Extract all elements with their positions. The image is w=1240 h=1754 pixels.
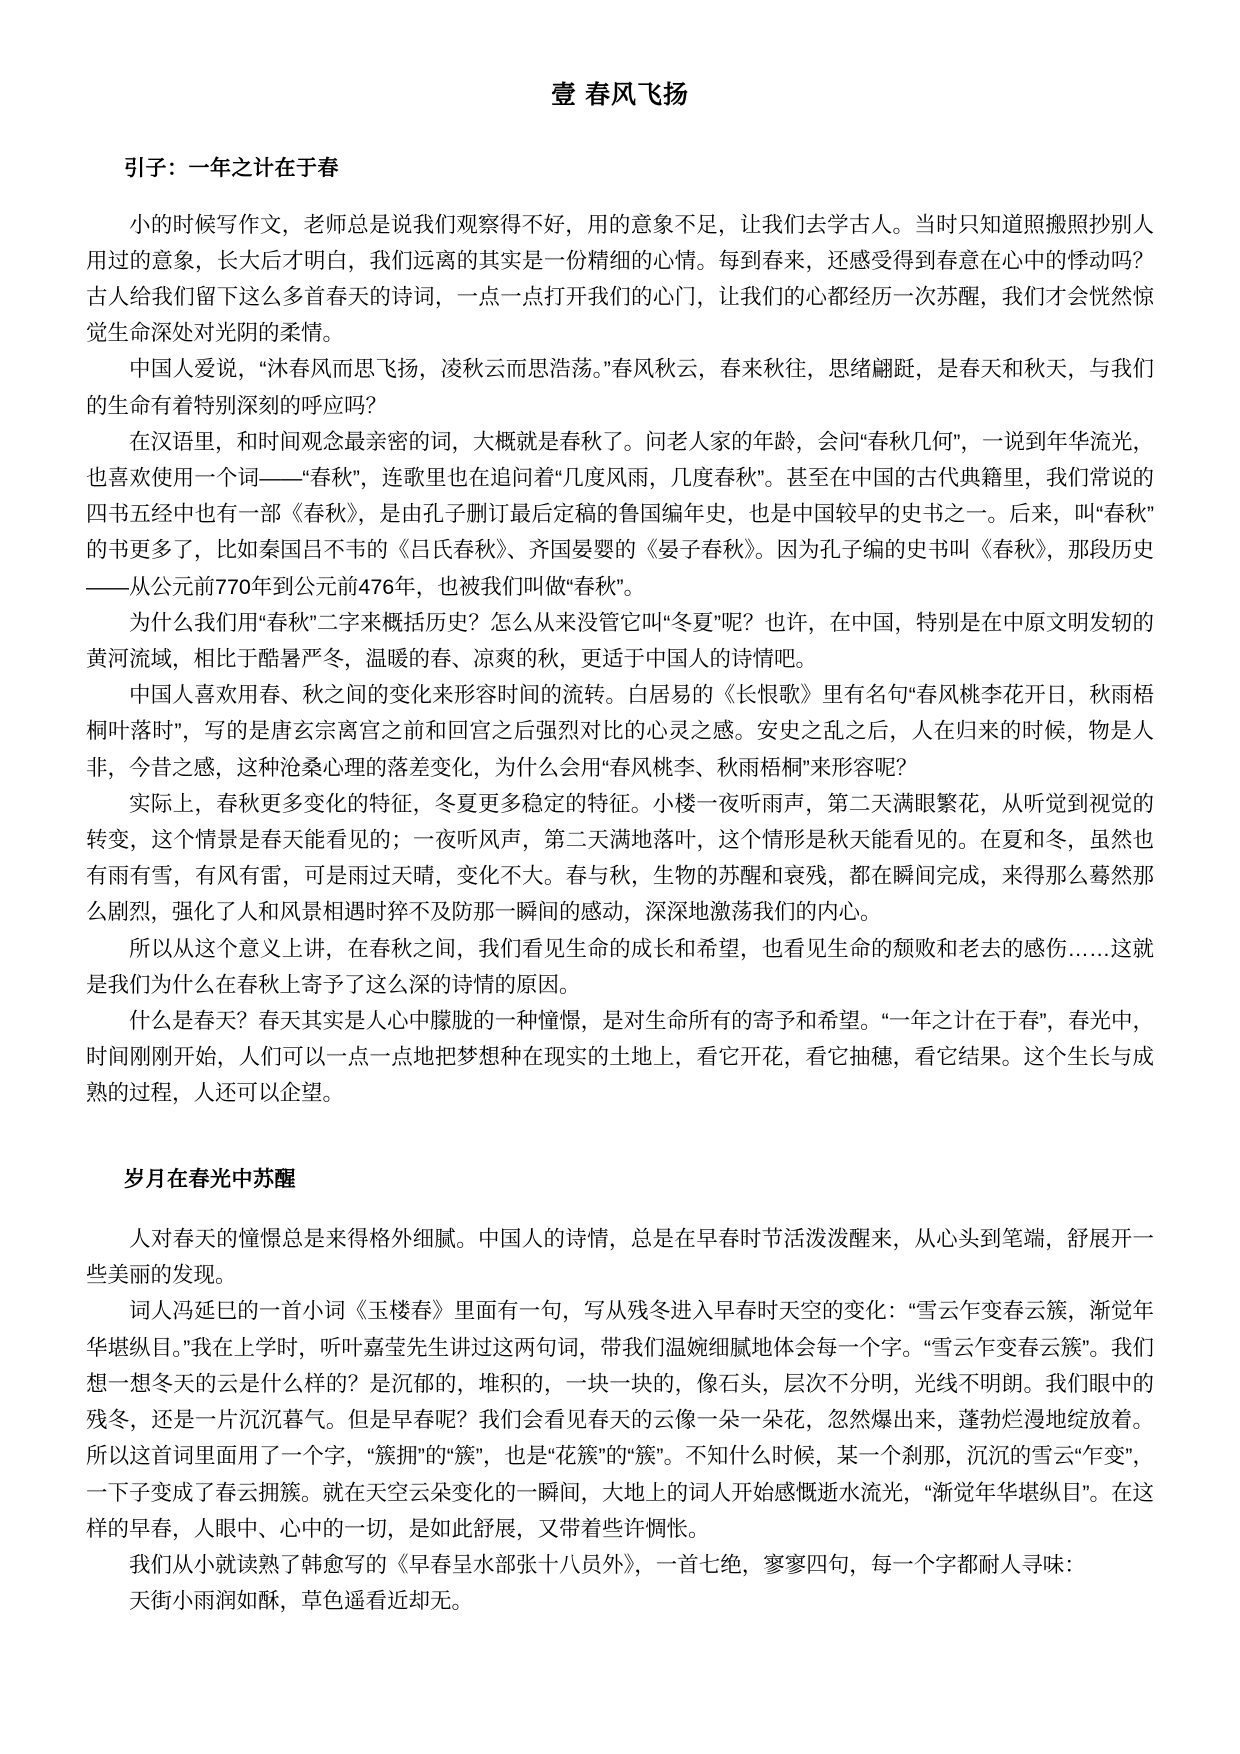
section-body-introduction xyxy=(86,207,1154,1112)
section-heading-awakening: 岁月在春光中苏醒 xyxy=(124,1167,296,1191)
paragraph: 所以从这个意义上讲，在春秋之间，我们看见生命的成长和希望，也看见生命的颓败和老去的感伤……这就是我们为什么在春秋上寄予了这么深的诗情的原因。 xyxy=(86,936,1154,997)
paragraph: 中国人喜欢用春、秋之间的变化来形容时间的流转。白居易的《长恨歌》里有名句“春风桃李花开日，秋雨梧桐叶落时”，写的是唐玄宗离宫之前和回宫之后强烈对比的心灵之感。安史之乱之后，人在归来的时候，物是人非，今昔之感，这种沧桑心理的落差变化，为什么会用“春风桃李、秋雨梧桐”来形容呢？ xyxy=(86,683,1154,780)
paragraph: 我们从小就读熟了韩愈写的《早春呈水部张十八员外》，一首七绝，寥寥四句，每一个字都耐人寻味： xyxy=(129,1552,1086,1577)
paragraph: 在汉语里，和时间观念最亲密的词，大概就是春秋了。问老人家的年龄，会问“春秋几何”，一说到年华流光，也喜欢使用一个词——“春秋”，连歌里也在追问着“几度风雨，几度春秋”。甚至在中国的古代典籍里，我们常说的四书五经中也有一部《春秋》，是由孔子删订最后定稿的鲁国编年史，也是中国较早的史书之一。后来，叫“春秋”的书更多了，比如秦国吕不韦的《吕氏春秋》、齐国晏婴的《晏子春秋》。因为孔子编的史书叫《春秋》，那段历史——从公元前770年到公元前476年，也被我们叫做“春秋”。 xyxy=(86,429,1154,599)
paragraph: 为什么我们用“春秋”二字来概括历史？怎么从来没管它叫“冬夏”呢？也许，在中国，特别是在中原文明发轫的黄河流域，相比于酷暑严冬，温暖的春、凉爽的秋，更适于中国人的诗情吧。 xyxy=(86,610,1154,671)
chapter-title: 壹 春风飞扬 xyxy=(551,81,689,109)
paragraph: 实际上，春秋更多变化的特征，冬夏更多稳定的特征。小楼一夜听雨声，第二天满眼繁花，从听觉到视觉的转变，这个情景是春天能看见的；一夜听风声，第二天满地落叶，这个情形是秋天能看见的。在夏和冬，虽然也有雨有雪，有风有雷，可是雨过天晴，变化不大。春与秋，生物的苏醒和衰残，都在瞬间完成，来得那么蓦然那么剧烈，强化了人和风景相遇时猝不及防那一瞬间的感动，深深地激荡我们的内心。 xyxy=(86,791,1154,925)
paragraph: 中国人爱说，“沐春风而思飞扬，凌秋云而思浩荡。”春风秋云，春来秋往，思绪翩跹，是春天和秋天，与我们的生命有着特别深刻的呼应吗？ xyxy=(86,357,1154,418)
paragraph: 词人冯延巳的一首小词《玉楼春》里面有一句，写从残冬进入早春时天空的变化：“雪云乍变春云簇，渐觉年华堪纵目。”我在上学时，听叶嘉莹先生讲过这两句词，带我们温婉细腻地体会每一个字。“雪云乍变春云簇”。我们想一想冬天的云是什么样的？是沉郁的，堆积的，一块一块的，像石头，层次不分明，光线不明朗。我们眼中的残冬，还是一片沉沉暮气。但是早春呢？我们会看见春天的云像一朵一朵花，忽然爆出来，蓬勃烂漫地绽放着。所以这首词里面用了一个字，“簇拥”的“簇”，也是“花簇”的“簇”。不知什么时候，某一个刹那，沉沉的雪云“乍变”，一下子变成了春云拥簇。就在天空云朵变化的一瞬间，大地上的词人开始感慨逝水流光，“渐觉年华堪纵目”。在这样的早春，人眼中、心中的一切，是如此舒展，又带着些许惆怅。 xyxy=(86,1299,1154,1541)
paragraph: 小的时候写作文，老师总是说我们观察得不好，用的意象不足，让我们去学古人。当时只知道照搬照抄别人用过的意象，长大后才明白，我们远离的其实是一份精细的心情。每到春来，还感受得到春意在心中的悸动吗？古人给我们留下这么多首春天的诗词，一点一点打开我们的心门，让我们的心都经历一次苏醒，我们才会恍然惊觉生命深处对光阴的柔情。 xyxy=(86,212,1154,346)
section-heading-introduction: 引子：一年之计在于春 xyxy=(124,157,339,180)
paragraph: 人对春天的憧憬总是来得格外细腻。中国人的诗情，总是在早春时节活泼泼醒来，从心头到笔端，舒展开一些美丽的发现。 xyxy=(86,1227,1154,1288)
paragraph: 什么是春天？春天其实是人心中朦胧的一种憧憬，是对生命所有的寄予和希望。“一年之计在于春”，春光中，时间刚刚开始，人们可以一点一点地把梦想种在现实的土地上，看它开花，看它抽穗，看它结果。这个生长与成熟的过程，人还可以企望。 xyxy=(86,1008,1154,1106)
paragraph: 天街小雨润如酥，草色遥看近却无。 xyxy=(129,1589,474,1614)
section-body-awakening xyxy=(86,1221,1154,1619)
